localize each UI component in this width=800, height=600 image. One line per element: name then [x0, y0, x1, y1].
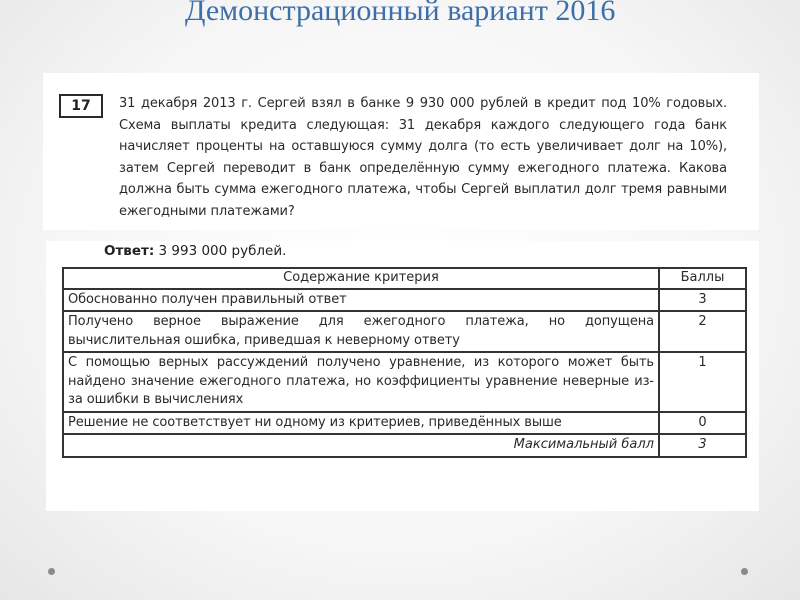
answer-panel — [46, 241, 759, 511]
answer-value: 3 993 000 рублей. — [158, 243, 287, 259]
score-cell: 2 — [659, 311, 746, 352]
table-header-row — [63, 268, 746, 289]
slide-title: Демонстрационный вариант 2016 — [185, 0, 616, 27]
answer-label: Ответ: — [104, 243, 155, 259]
table-row — [63, 311, 746, 352]
table-row — [63, 352, 746, 412]
task-number: 17 — [59, 94, 103, 118]
criterion-cell: С помощью верных рассуждений получено уравнение, из которого может быть найдено значение ежегодного платежа, но коэффициенты уравнение неверные из-за ошибки в вычислениях — [63, 352, 659, 412]
max-score-row — [63, 434, 746, 457]
score-cell: 0 — [659, 412, 746, 435]
criterion-cell: Получено верное выражение для ежегодного платежа, но допущена вычислительная ошибка, приведшая к неверному ответу — [63, 311, 659, 352]
task-text: 31 декабря 2013 г. Сергей взял в банке 9 930 000 рублей в кредит под 10% годовых. Схема выплаты кредита следующая: 31 декабря каждого следующего года банк начисляет проценты на оставшуюся сумму долга (то есть увеличивает долг на 10%), затем Сергей переводит в банк определённую сумму ежегодного платежа. Какова должна быть сумма ежегодного платежа, чтобы Сергей выплатил долг тремя равными ежегодными платежами? — [119, 96, 727, 219]
score-column-header: Баллы — [659, 268, 746, 289]
slide-bullet-left — [48, 568, 55, 575]
criterion-cell: Решение не соответствует ни одному из критериев, приведённых выше — [63, 412, 659, 435]
table-row — [63, 289, 746, 312]
criterion-cell: Обоснованно получен правильный ответ — [63, 289, 659, 312]
max-score-label: Максимальный балл — [63, 434, 659, 457]
max-score-value: 3 — [659, 434, 746, 457]
criterion-column-header: Содержание критерия — [63, 268, 659, 289]
score-cell: 1 — [659, 352, 746, 412]
answer-line — [104, 243, 286, 259]
task-panel — [43, 73, 759, 230]
slide-bullet-right — [741, 568, 748, 575]
criteria-table — [62, 267, 747, 458]
score-cell: 3 — [659, 289, 746, 312]
table-row — [63, 412, 746, 435]
